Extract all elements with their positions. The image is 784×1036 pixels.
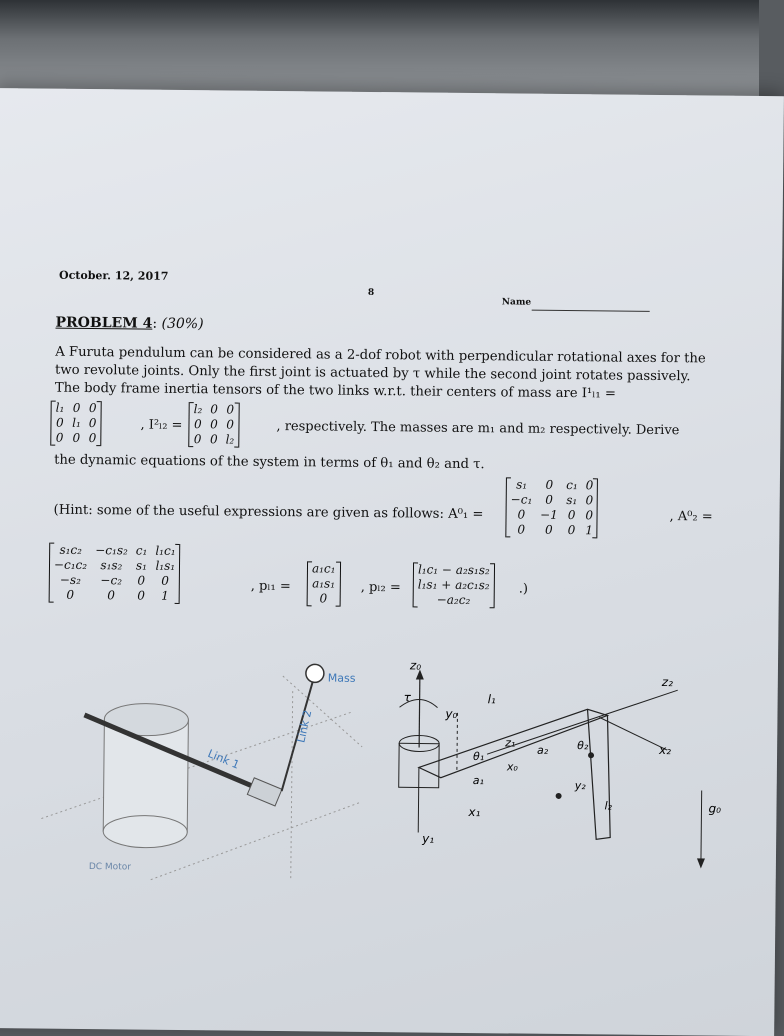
furuta-pendulum-figure	[41, 649, 373, 892]
page-number: 8	[367, 287, 375, 298]
respectively-text: , respectively. The masses are m₁ and m₂ respectively. Derive	[276, 418, 680, 439]
matrix-cell: 0	[66, 587, 75, 602]
matrix-cell: 0	[544, 522, 553, 537]
mass-label: Mass	[327, 671, 356, 685]
matrix-cell: 0	[55, 415, 64, 430]
matrix-cell: 0	[210, 417, 218, 432]
matrix-cell: s₁	[566, 493, 578, 508]
dc-motor-label: DC Motor	[88, 862, 131, 873]
matrix-cell: −s₂	[59, 572, 82, 587]
matrix-cell: 0	[585, 493, 594, 508]
matrix-cell: l₁s₁ + a₂c₁s₂	[417, 577, 490, 593]
y2-label: y₂	[574, 779, 586, 793]
matrix-cell: c₁	[566, 478, 578, 493]
matrix-cell: 0	[567, 523, 576, 538]
matrix-cell: −c₁c₂	[53, 557, 88, 573]
matrix-cell: 0	[55, 430, 64, 445]
a2-label: a₂	[537, 743, 549, 757]
link-2-label: Link 2	[294, 708, 315, 744]
matrix-cell: 0	[567, 508, 576, 523]
vector-pl1	[307, 561, 341, 606]
vector-pl2	[413, 562, 495, 608]
y1-label: y₁	[422, 831, 435, 846]
matrix-cell: 0	[319, 591, 328, 606]
matrix-cell: 0	[88, 401, 97, 416]
a1-label: a₁	[472, 774, 484, 788]
matrix-cell: 0	[517, 507, 526, 522]
problem-line-5: the dynamic equations of the system in terms of θ₁ and θ₂ and τ.	[54, 452, 485, 473]
frames-diagram	[376, 657, 722, 886]
matrix-cell: l₂	[193, 402, 203, 417]
g0-label: g₀	[708, 801, 722, 816]
tau-label: τ	[403, 690, 411, 705]
matrix-cell: −c₂	[100, 573, 123, 588]
x0-label: x₀	[506, 760, 518, 774]
matrix-cell: 0	[585, 508, 594, 523]
pivot-cylinder	[247, 778, 282, 806]
matrix-cell: 0	[137, 588, 146, 603]
matrix-cell: s₁c₂	[59, 542, 83, 557]
problem-line-1: A Furuta pendulum can be considered as a 2-dof robot with perpendicular rotational axes for the	[55, 344, 706, 367]
theta2-label: θ₂	[577, 739, 589, 753]
z0-label: z₀	[409, 658, 422, 673]
matrix-cell: 0	[210, 402, 219, 417]
matrix-cell: s₁s₂	[100, 558, 123, 573]
link-1-label: Link 1	[205, 747, 242, 772]
z2-label: z₂	[661, 675, 673, 690]
matrix-cell: 0	[107, 588, 115, 603]
problem-title: PROBLEM 4	[55, 314, 153, 332]
matrix-cell: 0	[517, 522, 526, 537]
name-label: Name	[501, 297, 532, 308]
matrix-cell: 0	[137, 573, 146, 588]
matrix-A1	[505, 477, 598, 538]
matrix-cell: 1	[161, 588, 169, 603]
matrix-cell: c₁	[135, 543, 148, 558]
l2-label: l₂	[604, 799, 613, 813]
matrix-cell: 0	[209, 432, 218, 447]
matrix-cell: a₁c₁	[311, 561, 336, 576]
matrix-cell: l₂	[225, 432, 235, 447]
matrix-cell: s₁	[135, 558, 148, 573]
matrix-cell: 0	[88, 416, 97, 431]
x2-label: x₂	[659, 743, 672, 758]
problem-heading	[55, 315, 203, 333]
matrix-cell: a₁s₁	[312, 576, 336, 591]
closing-paren: .)	[518, 581, 529, 597]
matrix-cell: 0	[72, 400, 81, 415]
matrix-cell: l₁c₁	[155, 543, 176, 558]
matrix-cell: 0	[193, 417, 202, 432]
matrix-cell: 0	[545, 492, 554, 507]
mass-bob	[306, 664, 324, 682]
matrix-cell: 0	[72, 430, 81, 445]
a2-label: , A⁰₂ =	[669, 509, 713, 525]
matrix-cell: 0	[226, 402, 235, 417]
y0-label: y₀	[445, 706, 458, 721]
hint-text: (Hint: some of the useful expressions are given as follows: A⁰₁ =	[53, 502, 484, 523]
document-date: October. 12, 2017	[58, 268, 169, 283]
z1-label: z₁	[505, 736, 516, 750]
inertia-matrix-2	[188, 402, 239, 448]
x2-axis	[599, 717, 667, 750]
problem-line-3: The body frame inertia tensors of the two links w.r.t. their centers of mass are I¹ₗ₁ =	[54, 380, 617, 402]
matrix-cell: 0	[585, 478, 594, 493]
matrix-cell: −1	[540, 507, 558, 522]
matrix-cell: 0	[226, 417, 234, 432]
gravity-arrow	[701, 790, 702, 860]
y1-axis	[418, 767, 419, 832]
pl2-label: , pₗ₂ =	[360, 579, 401, 596]
matrix-cell: 0	[161, 573, 170, 588]
problem-colon: :	[152, 315, 158, 332]
inertia-2-label: , I²ₗ₂ =	[140, 417, 183, 433]
matrix-cell: −c₁	[510, 492, 533, 507]
matrix-cell: 0	[193, 432, 202, 447]
link-2-body	[586, 709, 611, 839]
pl1-label: , pₗ₁ =	[250, 578, 291, 595]
matrix-cell: −a₂c₂	[436, 592, 471, 608]
matrix-cell: 0	[545, 477, 554, 492]
x1-label: x₁	[468, 805, 481, 820]
matrix-cell: 1	[585, 523, 593, 538]
l1-label: l₁	[487, 692, 496, 707]
matrix-cell: s₁	[516, 477, 528, 492]
matrix-cell: 0	[88, 431, 97, 446]
inertia-matrix-1	[50, 401, 101, 447]
matrix-A2	[49, 543, 181, 604]
problem-weight: (30%)	[161, 315, 204, 333]
problem-line-2: two revolute joints. Only the first joint is actuated by τ while the second joint rotates passively.	[54, 362, 691, 385]
matrix-cell: l₁s₁	[155, 558, 176, 573]
matrix-cell: l₁	[55, 400, 65, 415]
name-blank-line	[532, 310, 650, 312]
matrix-cell: l₁	[72, 415, 81, 430]
z0-axis	[419, 675, 420, 747]
paper-sheet	[0, 88, 784, 1036]
theta1-label: θ₁	[472, 750, 485, 764]
matrix-cell: l₁c₁ − a₂s₁s₂	[417, 562, 490, 578]
matrix-cell: −c₁s₂	[95, 543, 128, 558]
